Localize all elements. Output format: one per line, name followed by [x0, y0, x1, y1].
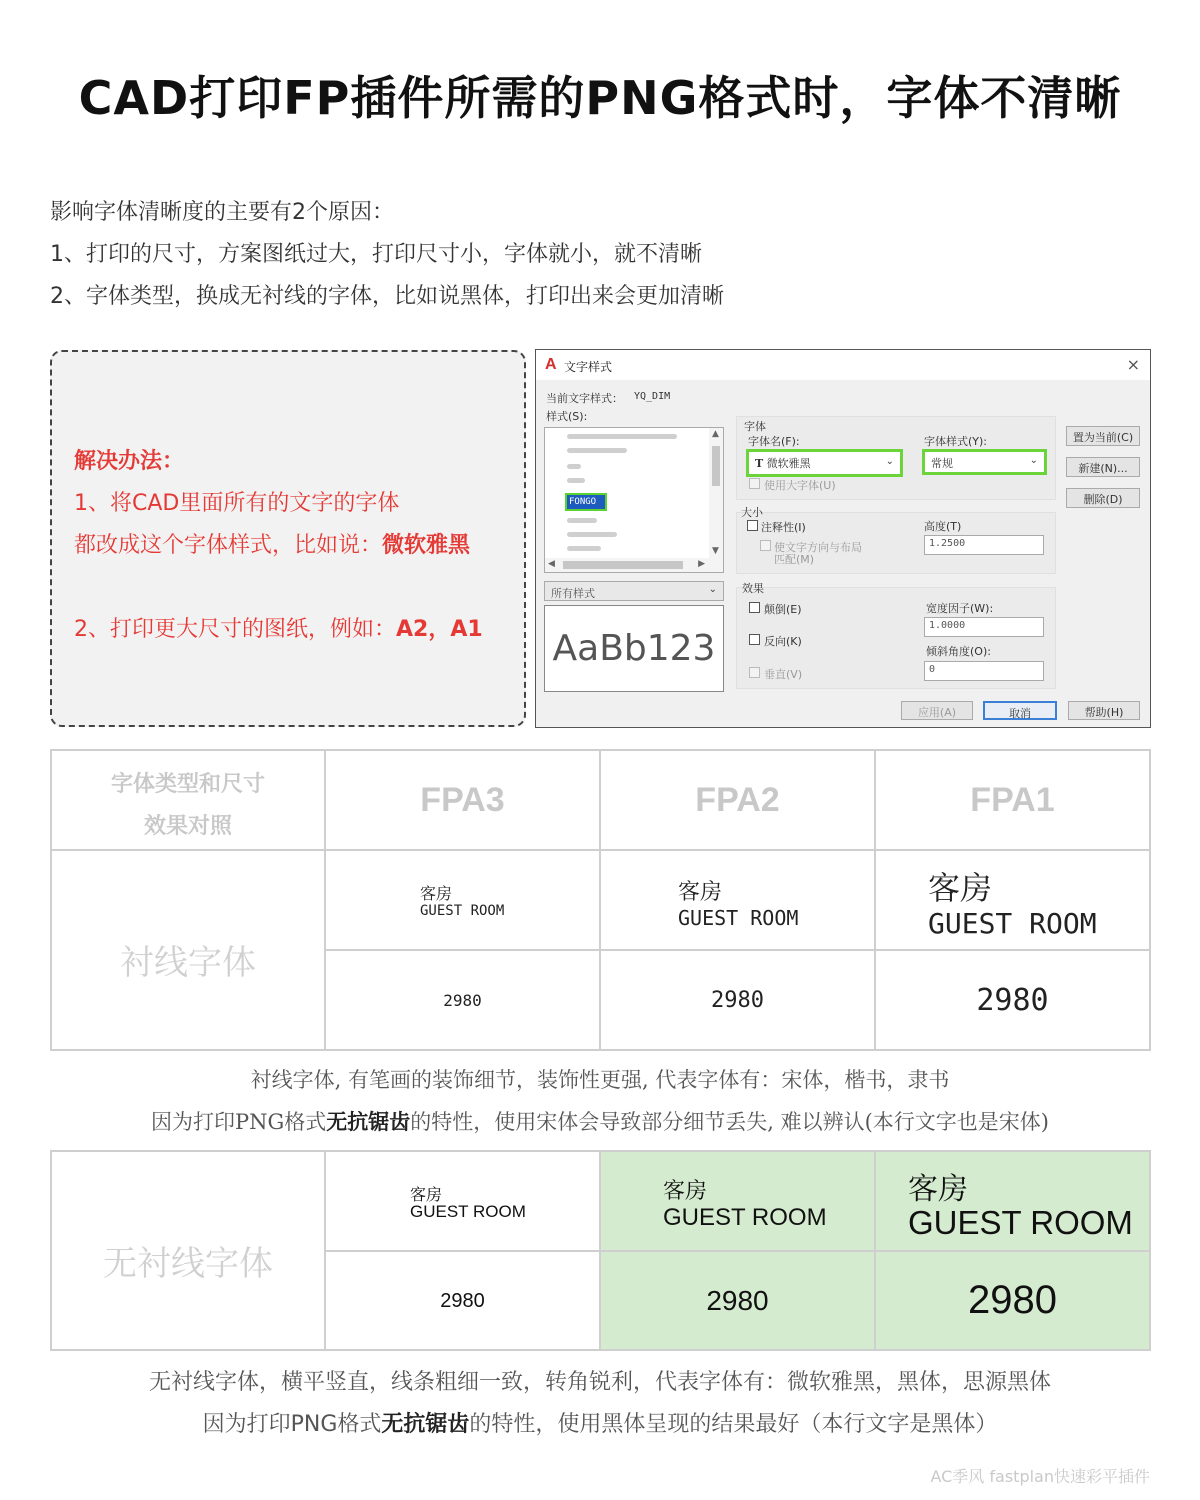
sans-fpa3-dimension — [324, 1250, 601, 1351]
match-orientation-label-2: 匹配(M) — [774, 553, 815, 566]
annotative-label: 注释性(I) — [761, 521, 806, 534]
sans-caption-2b: 无抗锯齿 — [381, 1412, 470, 1437]
upside-down-label: 颠倒(E) — [764, 603, 802, 616]
column-header-fpa3 — [324, 749, 601, 851]
backwards-checkbox[interactable] — [749, 634, 760, 645]
width-factor-input[interactable]: 1.0000 — [924, 617, 1044, 637]
solution-box — [50, 350, 526, 727]
room-cn-label: 客房 — [928, 869, 993, 907]
serif-caption-1: 衬线字体, 有笔画的装饰细节，装饰性更强, 代表字体有：宋体，楷书，隶书 — [250, 1068, 950, 1092]
apply-button[interactable]: 应用(A) — [901, 701, 973, 720]
serif-fpa1-room — [874, 849, 1151, 951]
serif-fpa2-dimension — [599, 949, 876, 1051]
corner-line-2: 效果对照 — [143, 814, 232, 839]
truetype-font-icon: T — [755, 457, 764, 470]
size-group-label: 大小 — [741, 506, 763, 519]
font-name-label: 字体名(F): — [748, 435, 800, 448]
styles-scrollbar-horizontal[interactable]: ◀ ▶ — [545, 558, 723, 572]
upside-down-checkbox[interactable] — [749, 602, 760, 613]
font-group-label: 字体 — [744, 420, 766, 433]
style-item-selected[interactable]: FONGO — [565, 493, 607, 511]
sans-fpa3-room — [324, 1150, 601, 1252]
height-label: 高度(T) — [924, 520, 962, 533]
dimension-label: 2980 — [976, 983, 1049, 1018]
vertical-checkbox[interactable] — [749, 667, 760, 678]
solution-item-1b — [74, 528, 470, 559]
text-style-dialog — [535, 349, 1151, 728]
room-en-label: GUEST ROOM — [663, 1204, 827, 1231]
font-name-select[interactable] — [746, 449, 903, 477]
dialog-title: 文字样式 — [564, 360, 613, 374]
corner-line-1: 字体类型和尺寸 — [110, 772, 265, 797]
room-cn-label: 客房 — [420, 884, 453, 903]
dimension-label: 2980 — [443, 991, 482, 1010]
style-filter-value: 所有样式 — [551, 587, 595, 600]
sans-caption-2c: 的特性，使用黑体呈现的结果最好（本行文字是黑体） — [469, 1412, 998, 1437]
column-header-fpa1-label: FPA1 — [970, 781, 1055, 819]
intro-line-1: 影响字体清晰度的主要有2个原因： — [50, 200, 394, 225]
sans-fpa2-dimension — [599, 1250, 876, 1351]
solution-item-1a: 1、将CAD里面所有的文字的字体 — [74, 491, 400, 516]
solution-heading: 解决办法： — [74, 449, 185, 474]
solution-item-2-prefix: 2、打印更大尺寸的图纸，例如： — [74, 617, 396, 642]
style-preview — [544, 605, 724, 692]
table-corner — [50, 749, 326, 851]
style-filter-select[interactable] — [544, 581, 724, 601]
serif-fpa2-room — [599, 849, 876, 951]
intro-line-2: 1、打印的尺寸，方案图纸过大，打印尺寸小，字体就小，就不清晰 — [50, 242, 702, 267]
styles-scrollbar-vertical[interactable]: ▲ ▼ — [709, 428, 723, 560]
autocad-a-icon: A — [545, 356, 557, 373]
match-orientation-label-1: 使文字方向与布局 — [774, 541, 862, 554]
new-style-button[interactable]: 新建(N)... — [1066, 457, 1140, 477]
use-big-font-checkbox[interactable] — [749, 478, 760, 489]
solution-paper-sizes: A2，A1 — [396, 617, 483, 642]
sans-caption-1: 无衬线字体，横平竖直，线条粗细一致，转角锐利，代表字体有：微软雅黑，黑体，思源黑体 — [148, 1370, 1051, 1395]
current-style-value: YQ_DIM — [634, 391, 671, 402]
annotative-checkbox[interactable] — [747, 520, 758, 531]
column-header-fpa2-label: FPA2 — [695, 781, 780, 819]
font-name-value: 微软雅黑 — [766, 457, 811, 470]
room-cn-label: 客房 — [678, 880, 723, 905]
solution-item-1b-prefix: 都改成这个字体样式，比如说： — [74, 533, 383, 558]
current-style-label: 当前文字样式： — [546, 392, 623, 405]
column-header-fpa3-label: FPA3 — [420, 781, 505, 819]
dialog-titlebar — [536, 350, 1150, 380]
serif-caption-2 — [0, 1106, 1200, 1136]
room-en-label: GUEST ROOM — [420, 903, 505, 919]
room-en-label: GUEST ROOM — [928, 907, 1097, 940]
page-title: CAD打印FP插件所需的PNG格式时，字体不清晰 — [78, 71, 1122, 125]
column-header-fpa2 — [599, 749, 876, 851]
column-header-fpa1 — [874, 749, 1151, 851]
room-en-label: GUEST ROOM — [410, 1202, 526, 1221]
sans-row-label-text: 无衬线字体 — [103, 1244, 273, 1284]
sans-caption-2 — [0, 1407, 1200, 1438]
delete-style-button[interactable]: 删除(D) — [1066, 488, 1140, 508]
solution-item-2 — [74, 612, 483, 643]
serif-fpa3-room — [324, 849, 601, 951]
room-cn-label: 客房 — [410, 1187, 443, 1204]
serif-caption-2c: 的特性，使用宋体会导致部分细节丢失, 难以辨认(本行文字也是宋体) — [410, 1110, 1049, 1134]
dimension-label: 2980 — [440, 1290, 485, 1312]
sans-caption-2a: 因为打印PNG格式 — [202, 1412, 382, 1437]
styles-list[interactable] — [544, 427, 724, 573]
backwards-label: 反向(K) — [764, 635, 802, 648]
serif-fpa1-dimension — [874, 949, 1151, 1051]
serif-caption-2b: 无抗锯齿 — [326, 1109, 411, 1134]
room-en-label: GUEST ROOM — [908, 1204, 1133, 1241]
close-icon[interactable]: × — [1126, 355, 1140, 374]
intro-line-3: 2、字体类型，换成无衬线的字体，比如说黑体，打印出来会更加清晰 — [50, 284, 724, 309]
dimension-label: 2980 — [711, 988, 764, 1013]
solution-font-name: 微软雅黑 — [382, 533, 471, 558]
serif-caption-2a: 因为打印PNG格式 — [150, 1110, 327, 1134]
room-en-label: GUEST ROOM — [678, 906, 799, 930]
vertical-label: 垂直(V) — [764, 668, 803, 681]
sans-fpa1-room — [874, 1150, 1151, 1252]
font-style-select[interactable] — [922, 449, 1047, 475]
cancel-button[interactable]: 取消 — [983, 701, 1057, 720]
match-orientation-checkbox[interactable] — [760, 540, 771, 551]
serif-row-label — [50, 849, 326, 1051]
preview-text: AaBb123 — [552, 628, 716, 669]
font-style-value: 常规 — [931, 457, 953, 470]
font-style-label: 字体样式(Y): — [924, 435, 988, 448]
effects-group-label: 效果 — [742, 582, 764, 595]
oblique-label: 倾斜角度(O): — [926, 645, 991, 658]
chevron-down-icon: ⌄ — [708, 584, 717, 595]
dimension-label: 2980 — [968, 1278, 1057, 1322]
use-big-font-label: 使用大字体(U) — [764, 479, 836, 492]
width-factor-label: 宽度因子(W): — [926, 602, 994, 615]
footer-credit: AC季风 fastplan快速彩平插件 — [930, 1467, 1150, 1486]
chevron-down-icon: ⌄ — [1029, 455, 1038, 466]
dimension-label: 2980 — [706, 1285, 769, 1316]
help-button[interactable]: 帮助(H) — [1068, 701, 1140, 720]
oblique-input[interactable]: 0 — [924, 661, 1044, 681]
styles-label: 样式(S): — [546, 410, 588, 423]
intro-text — [50, 192, 724, 318]
sans-fpa2-room — [599, 1150, 876, 1252]
serif-fpa3-dimension — [324, 949, 601, 1051]
sans-fpa1-dimension — [874, 1250, 1151, 1351]
serif-row-label-text: 衬线字体 — [120, 943, 256, 983]
chevron-down-icon: ⌄ — [885, 456, 894, 467]
room-cn-label: 客房 — [908, 1173, 968, 1206]
set-current-button[interactable]: 置为当前(C) — [1066, 426, 1140, 446]
room-cn-label: 客房 — [663, 1178, 708, 1203]
height-input[interactable]: 1.2500 — [924, 535, 1044, 555]
sans-row-label — [50, 1150, 326, 1351]
